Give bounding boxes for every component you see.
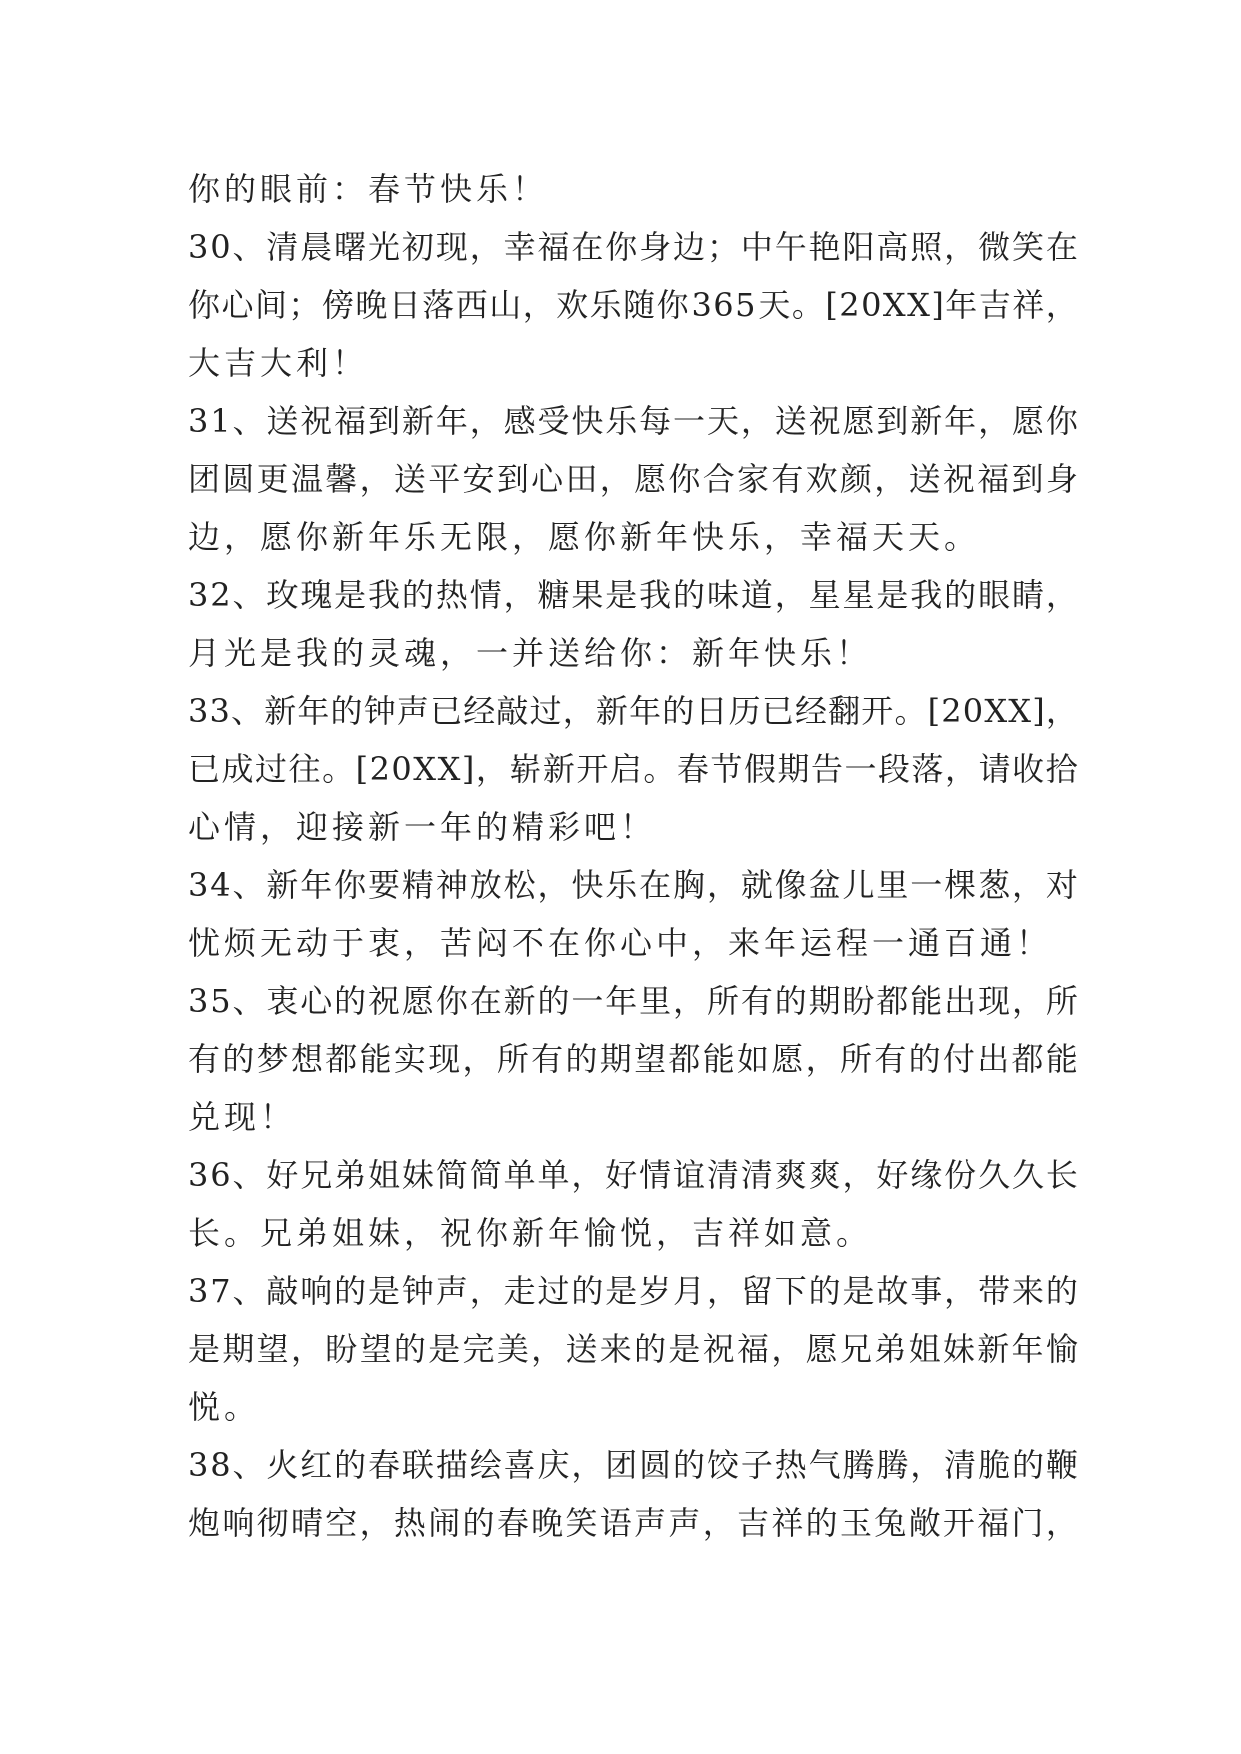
text-line: 已 成 过 往 。 [ 2 0 X X ] ， 崭 新 开 启 。 春 节 假 期 告 一 段 落 ， 请 收 拾 [188,750,1078,788]
text-line: 忧烦无动于衷，苦闷不在你心中，来年运程一通百通！ [188,924,1053,962]
text-line: 3 2 、 玫 瑰 是 我 的 热 情 ， 糖 果 是 我 的 味 道 ， 星 星 是 我 的 眼 睛 ， [188,576,1078,614]
text-line: 月光是我的灵魂，一并送给你：新年快乐！ [188,634,873,672]
text-line: 3 6 、 好 兄 弟 姐 妹 简 简 单 单 ， 好 情 谊 清 清 爽 爽 ， 好 缘 份 久 久 长 [188,1156,1078,1194]
text-line: 你的眼前：春节快乐！ [188,170,549,208]
text-line: 是 期 望 ， 盼 望 的 是 完 美 ， 送 来 的 是 祝 福 ， 愿 兄 弟 姐 妹 新 年 愉 [188,1330,1078,1368]
text-line: 你 心 间 ； 傍 晚 日 落 西 山 ， 欢 乐 随 你 3 6 5 天 。 [ 2 0 X X ] 年 吉 祥 ， [188,286,1078,324]
text-line: 边，愿你新年乐无限，愿你新年快乐，幸福天天。 [188,518,981,556]
text-line: 3 3 、 新 年 的 钟 声 已 经 敲 过 ， 新 年 的 日 历 已 经 翻 开 。 [ 2 0 X X ] ， [188,692,1078,730]
text-line: 3 1 、 送 祝 福 到 新 年 ， 感 受 快 乐 每 一 天 ， 送 祝 愿 到 新 年 ， 愿 你 [188,402,1078,440]
body-text [188,160,1078,1552]
text-line: 有 的 梦 想 都 能 实 现 ， 所 有 的 期 望 都 能 如 愿 ， 所 有 的 付 出 都 能 [188,1040,1078,1078]
text-line: 3 7 、 敲 响 的 是 钟 声 ， 走 过 的 是 岁 月 ， 留 下 的 是 故 事 ， 带 来 的 [188,1272,1078,1310]
text-line: 悦。 [188,1388,261,1426]
text-line: 大吉大利！ [188,344,369,382]
text-line: 3 4 、 新 年 你 要 精 神 放 松 ， 快 乐 在 胸 ， 就 像 盆 儿 里 一 棵 葱 ， 对 [188,866,1078,904]
text-line: 长。兄弟姐妹，祝你新年愉悦，吉祥如意。 [188,1214,873,1252]
text-line: 炮 响 彻 晴 空 ， 热 闹 的 春 晚 笑 语 声 声 ， 吉 祥 的 玉 兔 敞 开 福 门 ， [188,1504,1078,1542]
text-line: 3 5 、 衷 心 的 祝 愿 你 在 新 的 一 年 里 ， 所 有 的 期 盼 都 能 出 现 ， 所 [188,982,1078,1020]
text-line: 3 0 、 清 晨 曙 光 初 现 ， 幸 福 在 你 身 边 ； 中 午 艳 阳 高 照 ， 微 笑 在 [188,228,1078,266]
text-line: 3 8 、 火 红 的 春 联 描 绘 喜 庆 ， 团 圆 的 饺 子 热 气 腾 腾 ， 清 脆 的 鞭 [188,1446,1078,1484]
text-line: 兑现！ [188,1098,297,1136]
text-line: 团 圆 更 温 馨 ， 送 平 安 到 心 田 ， 愿 你 合 家 有 欢 颜 ， 送 祝 福 到 身 [188,460,1078,498]
text-line: 心情，迎接新一年的精彩吧！ [188,808,657,846]
